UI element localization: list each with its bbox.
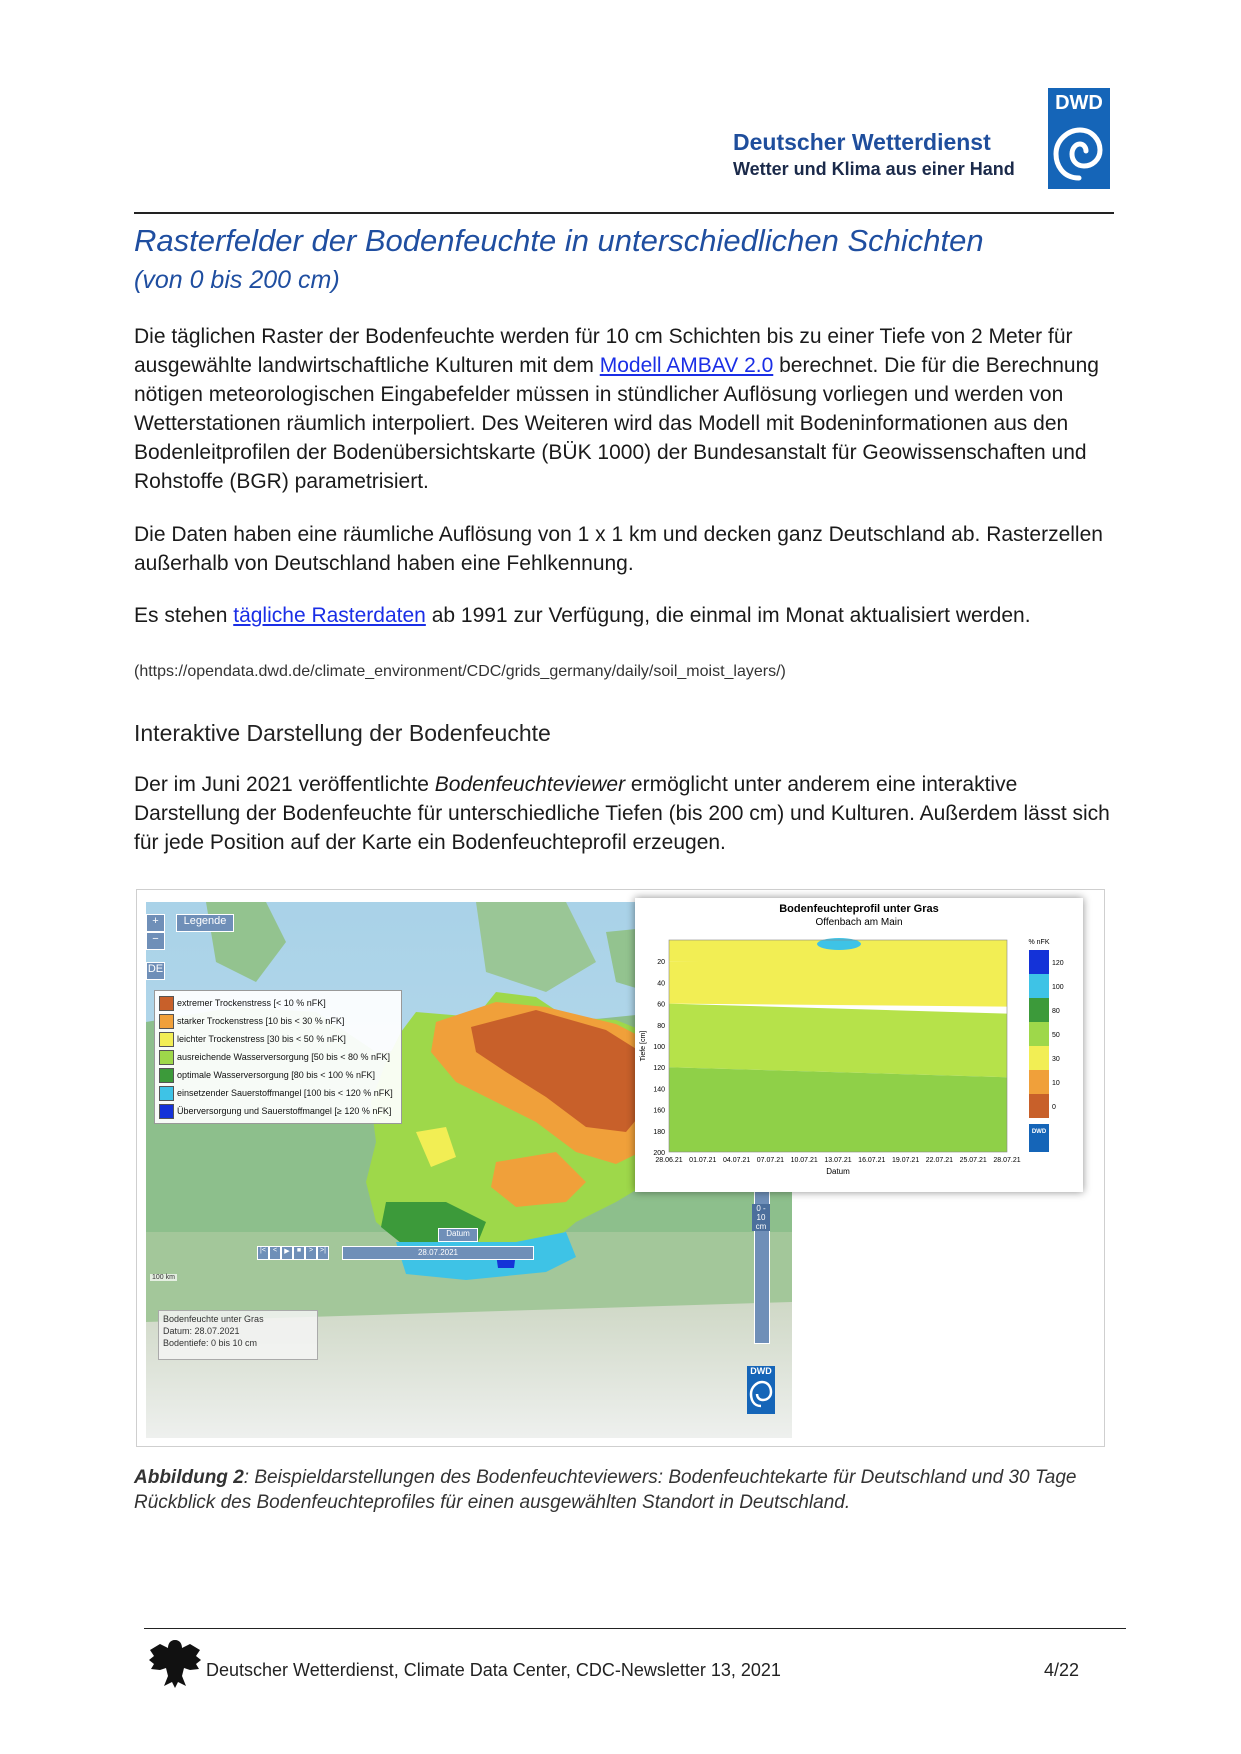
legend-label: ausreichende Wasserversorgung [50 bis < 80 % nFK] [177, 1052, 391, 1062]
profile-subtitle: Offenbach am Main [815, 917, 903, 928]
profile-x-tick: 19.07.21 [891, 1157, 920, 1164]
play-button[interactable]: ▶ [281, 1246, 293, 1260]
legend-label: Überversorgung und Sauerstoffmangel [≥ 120 % nFK] [177, 1106, 392, 1116]
colorbar-tick: 120 [1052, 960, 1064, 967]
stop-button[interactable]: ■ [293, 1246, 305, 1260]
availability-text-end: ab 1991 zur Verfügung, die einmal im Monat aktualisiert werden. [425, 604, 1031, 627]
ambav-model-link[interactable]: Modell AMBAV 2.0 [599, 354, 774, 377]
legend-label: leichter Trockenstress [30 bis < 50 % nFK] [177, 1034, 346, 1044]
profile-title: Bodenfeuchteprofil unter Gras [779, 903, 939, 915]
dwd-spiral-icon [747, 1376, 775, 1412]
colorbar-segment [1029, 998, 1049, 1022]
map-info-box [158, 1310, 318, 1360]
colorbar-tick: 100 [1052, 984, 1064, 991]
profile-y-tick: 80 [657, 1022, 665, 1030]
org-slogan: Wetter und Klima aus einer Hand [733, 159, 1015, 179]
profile-y-tick: 20 [657, 959, 665, 967]
viewer-paragraph [134, 770, 1114, 857]
legend-item [159, 1085, 393, 1101]
page-subtitle: (von 0 bis 200 cm) [134, 266, 340, 294]
page-number: 4/22 [1044, 1660, 1080, 1680]
profile-x-tick: 16.07.21 [858, 1157, 886, 1164]
availability-paragraph [134, 601, 1114, 630]
profile-x-tick: 04.07.21 [722, 1157, 751, 1164]
zoom-in-button[interactable]: + [146, 914, 165, 932]
colorbar-segment [1029, 1022, 1049, 1046]
date-timeline-slider[interactable] [342, 1246, 534, 1260]
legend-label: einsetzender Sauerstoffmangel [100 bis < 120 % nFK] [177, 1088, 393, 1098]
colorbar-segment [1029, 1070, 1049, 1094]
last-frame-button[interactable]: >| [317, 1246, 329, 1260]
legend-swatch [159, 1014, 174, 1029]
profile-x-label: Datum [826, 1167, 850, 1176]
zoom-out-button[interactable]: − [146, 932, 165, 950]
figure-caption [134, 1465, 1114, 1515]
intro-text-end: berechnet. Die für die Berechnung nötigen meteorologischen Eingabefelder müssen in stündlicher Auflösung vorliegen und werden von Wetterstationen räumlich interpoliert. Des Weiteren wird das Modell mit Bodeninformationen aus den Bodenleitprofilen der Bodenübersichtskarte (BÜK 1000) der Bundesanstalt für Geowissenschaften und Rohstoffe (BGR) parametrisiert. [134, 354, 1099, 493]
legend-item [159, 1031, 346, 1047]
opendata-url: (https://opendata.dwd.de/climate_environment/CDC/grids_germany/daily/soil_moist_layers/) [134, 663, 786, 680]
depth-slider-label: 0 - 10 cm [752, 1204, 770, 1231]
profile-x-tick: 13.07.21 [824, 1157, 852, 1164]
legend-item [159, 1103, 391, 1119]
profile-y-tick: 180 [653, 1128, 665, 1136]
dwd-logo-text: DWD [1055, 92, 1103, 114]
colorbar-segment [1029, 1094, 1049, 1118]
profile-dwd-logo-text: DWD [1031, 1129, 1047, 1135]
info-layer: Bodenfeuchte unter Gras [163, 1314, 264, 1324]
profile-x-tick: 07.07.21 [756, 1157, 785, 1164]
legend-item [159, 1013, 344, 1029]
colorbar-label: % nFK [1028, 939, 1050, 946]
colorbar-tick: 30 [1052, 1056, 1060, 1063]
profile-x-tick: 22.07.21 [925, 1157, 954, 1164]
intro-paragraph [134, 322, 1114, 496]
profile-x-tick: 28.07.21 [993, 1157, 1021, 1164]
profile-layer [669, 1067, 1007, 1152]
legend-label: starker Trockenstress [10 bis < 30 % nFK] [177, 1016, 345, 1026]
legend-button[interactable]: Legende [176, 914, 234, 932]
footer-divider [144, 1628, 1126, 1629]
colorbar-tick: 0 [1052, 1104, 1056, 1111]
profile-x-tick: 10.07.21 [790, 1157, 818, 1164]
profile-layer [669, 1004, 1007, 1078]
profile-y-tick: 200 [653, 1150, 665, 1157]
next-frame-button[interactable]: > [305, 1246, 317, 1260]
depth-slider[interactable] [754, 1172, 770, 1344]
legend-swatch [159, 1086, 174, 1101]
first-frame-button[interactable]: |< [257, 1246, 269, 1260]
viewer-name: Bodenfeuchteviewer [434, 773, 626, 796]
player-controls [257, 1246, 329, 1260]
legend-item [159, 1049, 390, 1065]
profile-y-tick: 140 [653, 1086, 665, 1094]
profile-layer [669, 961, 1007, 1006]
federal-eagle-icon [146, 1636, 204, 1692]
legend-swatch [159, 1068, 174, 1083]
profile-y-tick: 40 [657, 980, 665, 988]
org-name: Deutscher Wetterdienst [733, 129, 991, 155]
profile-x-tick: 01.07.21 [689, 1157, 717, 1164]
header-divider [134, 212, 1114, 214]
legend-item [159, 995, 326, 1011]
colorbar-segment [1029, 950, 1049, 974]
dwd-logo [1048, 88, 1110, 189]
resolution-paragraph: Die Daten haben eine räumliche Auflösung von 1 x 1 km und decken ganz Deutschland ab. Rasterzellen außerhalb von Deutschland haben eine Fehlkennung. [134, 523, 1103, 575]
profile-y-tick: 160 [653, 1107, 665, 1115]
legend-swatch [159, 1032, 174, 1047]
legend-label: extremer Trockenstress [< 10 % nFK] [177, 998, 326, 1008]
profile-y-tick: 60 [657, 1001, 665, 1009]
page-title: Rasterfelder der Bodenfeuchte in unterschiedlichen Schichten [134, 223, 984, 258]
map-dwd-logo-text: DWD [750, 1366, 772, 1376]
availability-text-start: Es stehen [134, 604, 234, 627]
soil-profile-chart [635, 898, 1083, 1192]
map-legend [154, 990, 402, 1124]
caption-text: : Beispieldarstellungen des Bodenfeuchteviewers: Bodenfeuchtekarte für Deutschland und 30 Tage Rückblick des Bodenfeuchteprofiles für einen ausgewählten Standort in Deutschland. [134, 1467, 1077, 1513]
profile-y-tick: 120 [653, 1065, 665, 1073]
caption-label: Abbildung 2 [134, 1467, 244, 1488]
legend-swatch [159, 1050, 174, 1065]
viewer-text-end: ermöglicht unter anderem eine interaktive Darstellung der Bodenfeuchte für unterschiedliche Tiefen (bis 200 cm) und Kulturen. Außerdem lässt sich für jede Position auf der Karte ein Bodenfeuchteprofil erzeugen. [134, 773, 1110, 854]
legend-swatch [159, 996, 174, 1011]
footer-text: Deutscher Wetterdienst, Climate Data Center, CDC-Newsletter 13, 2021 [206, 1660, 781, 1680]
legend-label: optimale Wasserversorgung [80 bis < 100 % nFK] [177, 1070, 376, 1080]
map-dwd-logo [747, 1366, 775, 1414]
daily-raster-data-link[interactable]: tägliche Rasterdaten [233, 604, 426, 627]
legend-swatch [159, 1104, 174, 1119]
date-label: Datum [438, 1228, 478, 1242]
timeline-date: 28.07.2021 [417, 1248, 459, 1257]
colorbar-segment [1029, 1046, 1049, 1070]
colorbar-segment [1029, 974, 1049, 998]
profile-x-tick: 28.06.21 [655, 1157, 683, 1164]
intro-text-start: Die täglichen Raster der Bodenfeuchte werden für 10 cm Schichten bis zu einer Tiefe von 2 Meter für ausgewählte landwirtschaftliche Kulturen mit dem [134, 325, 1073, 377]
info-depth: Bodentiefe: 0 bis 10 cm [163, 1338, 258, 1348]
previous-frame-button[interactable]: < [269, 1246, 281, 1260]
dwd-spiral-icon [1048, 118, 1110, 186]
map-scale: 100 km [152, 1274, 175, 1281]
legend-item [159, 1067, 375, 1083]
profile-y-tick: 100 [653, 1044, 665, 1051]
colorbar-tick: 50 [1052, 1032, 1060, 1039]
profile-y-label: Tiefe [cm] [640, 1030, 647, 1062]
region-de-button[interactable]: DE [146, 962, 165, 980]
section-heading: Interaktive Darstellung der Bodenfeuchte [134, 720, 551, 746]
profile-x-tick: 25.07.21 [959, 1157, 987, 1164]
colorbar-tick: 10 [1052, 1080, 1060, 1087]
profile-chart-svg [635, 898, 1083, 1192]
viewer-text-start: Der im Juni 2021 veröffentlichte [134, 773, 435, 796]
info-date: Datum: 28.07.2021 [163, 1326, 240, 1336]
colorbar-tick: 80 [1052, 1008, 1060, 1015]
